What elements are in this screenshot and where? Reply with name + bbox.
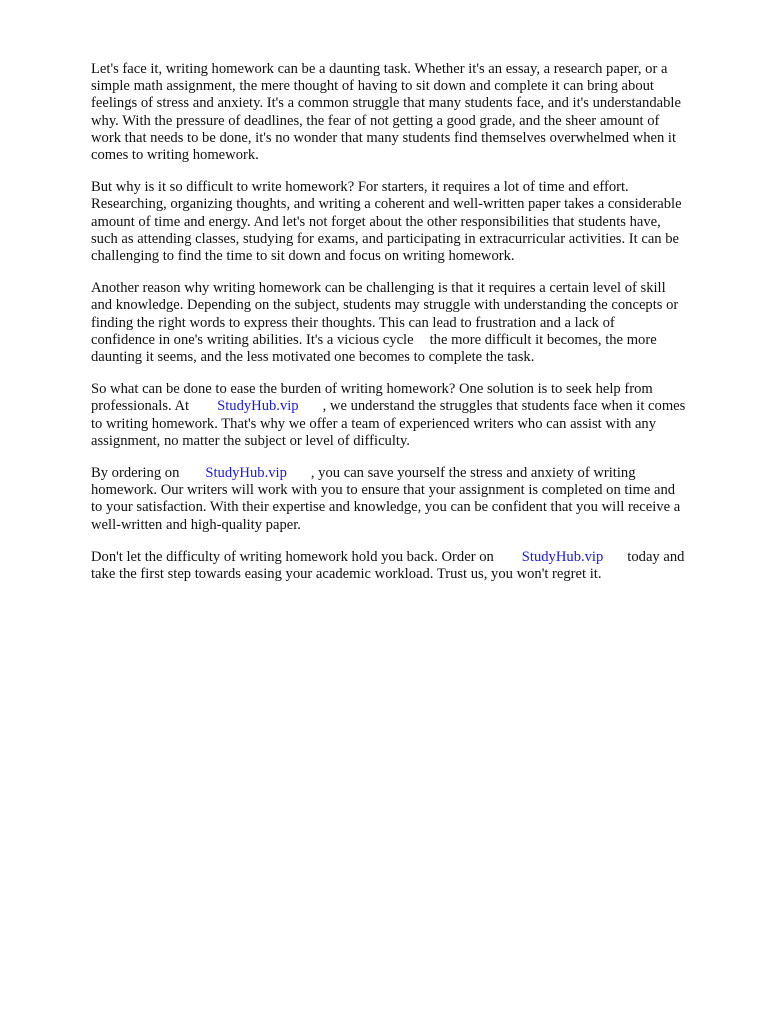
text-line: amount of time and energy. And let's not forget about the other responsibilities that students have, [91, 213, 661, 230]
text-line: Researching, organizing thoughts, and writing a coherent and well-written paper takes a considerable [91, 196, 682, 213]
text-segment: By ordering on [91, 465, 180, 482]
studyhub-link[interactable]: StudyHub.vip [205, 465, 287, 482]
text-line: Let's face it, writing homework can be a daunting task. Whether it's an essay, a research paper, or a [91, 61, 668, 77]
paragraph-why-difficult [91, 179, 721, 265]
text-line: well-written and high-quality paper. [91, 516, 301, 533]
text-line: So what can be done to ease the burden of writing homework? One solution is to seek help from [91, 381, 653, 398]
text-segment: , you can save yourself the stress and anxiety of writing [310, 465, 636, 482]
text-line: and knowledge. Depending on the subject, students may struggle with understanding the concepts or [91, 297, 679, 314]
text-segment: , we understand the struggles that students face when it comes [322, 398, 686, 415]
text-line: finding the right words to express their thoughts. This can lead to frustration and a lack of [91, 314, 615, 331]
text-line [91, 398, 721, 415]
paragraph-call-to-action [91, 549, 721, 583]
paragraph-ordering [91, 465, 721, 534]
paragraph-another-reason [91, 280, 721, 366]
text-line [91, 465, 721, 482]
text-line: such as attending classes, studying for exams, and participating in extracurricular activities. It can be [91, 230, 680, 247]
text-segment: professionals. At [91, 398, 190, 415]
text-line: daunting it seems, and the less motivated one becomes to complete the task. [91, 349, 535, 366]
paragraph-solution [91, 381, 721, 450]
text-line: take the first step towards easing your academic workload. Trust us, you won't regret it. [91, 566, 602, 583]
document-page [91, 61, 721, 598]
text-line: why. With the pressure of deadlines, the fear of not getting a good grade, and the sheer amount of [91, 112, 660, 129]
text-line: homework. Our writers will work with you to ensure that your assignment is completed on time and [91, 482, 676, 499]
text-segment: Don't let the difficulty of writing homework hold you back. Order on [91, 548, 494, 565]
text-line: to your satisfaction. With their expertise and knowledge, you can be confident that you will receive a [91, 499, 681, 516]
paragraph-intro [91, 61, 721, 164]
text-line [91, 332, 721, 349]
text-line: work that needs to be done, it's no wonder that many students find themselves overwhelmed when it [91, 129, 677, 146]
studyhub-link[interactable]: StudyHub.vip [521, 548, 604, 565]
text-segment: confidence in one's writing abilities. It's a vicious cycle [91, 331, 414, 348]
text-line: Another reason why writing homework can be challenging is that it requires a certain level of skill [91, 280, 666, 297]
text-line [91, 549, 721, 566]
studyhub-link[interactable]: StudyHub.vip [217, 398, 299, 415]
text-line: to writing homework. That's why we offer a team of experienced writers who can assist with any [91, 415, 657, 432]
text-line: assignment, no matter the subject or level of difficulty. [91, 432, 410, 449]
text-line: comes to writing homework. [91, 147, 259, 164]
text-line: challenging to find the time to sit down and focus on writing homework. [91, 248, 515, 265]
text-line: But why is it so difficult to write homework? For starters, it requires a lot of time and effort. [91, 179, 629, 196]
text-segment: today and [627, 548, 685, 565]
text-line: simple math assignment, the mere thought of having to sit down and complete it can bring about [91, 78, 654, 95]
text-segment: the more difficult it becomes, the more [429, 331, 657, 348]
text-line: feelings of stress and anxiety. It's a common struggle that many students face, and it's understandable [91, 95, 681, 112]
